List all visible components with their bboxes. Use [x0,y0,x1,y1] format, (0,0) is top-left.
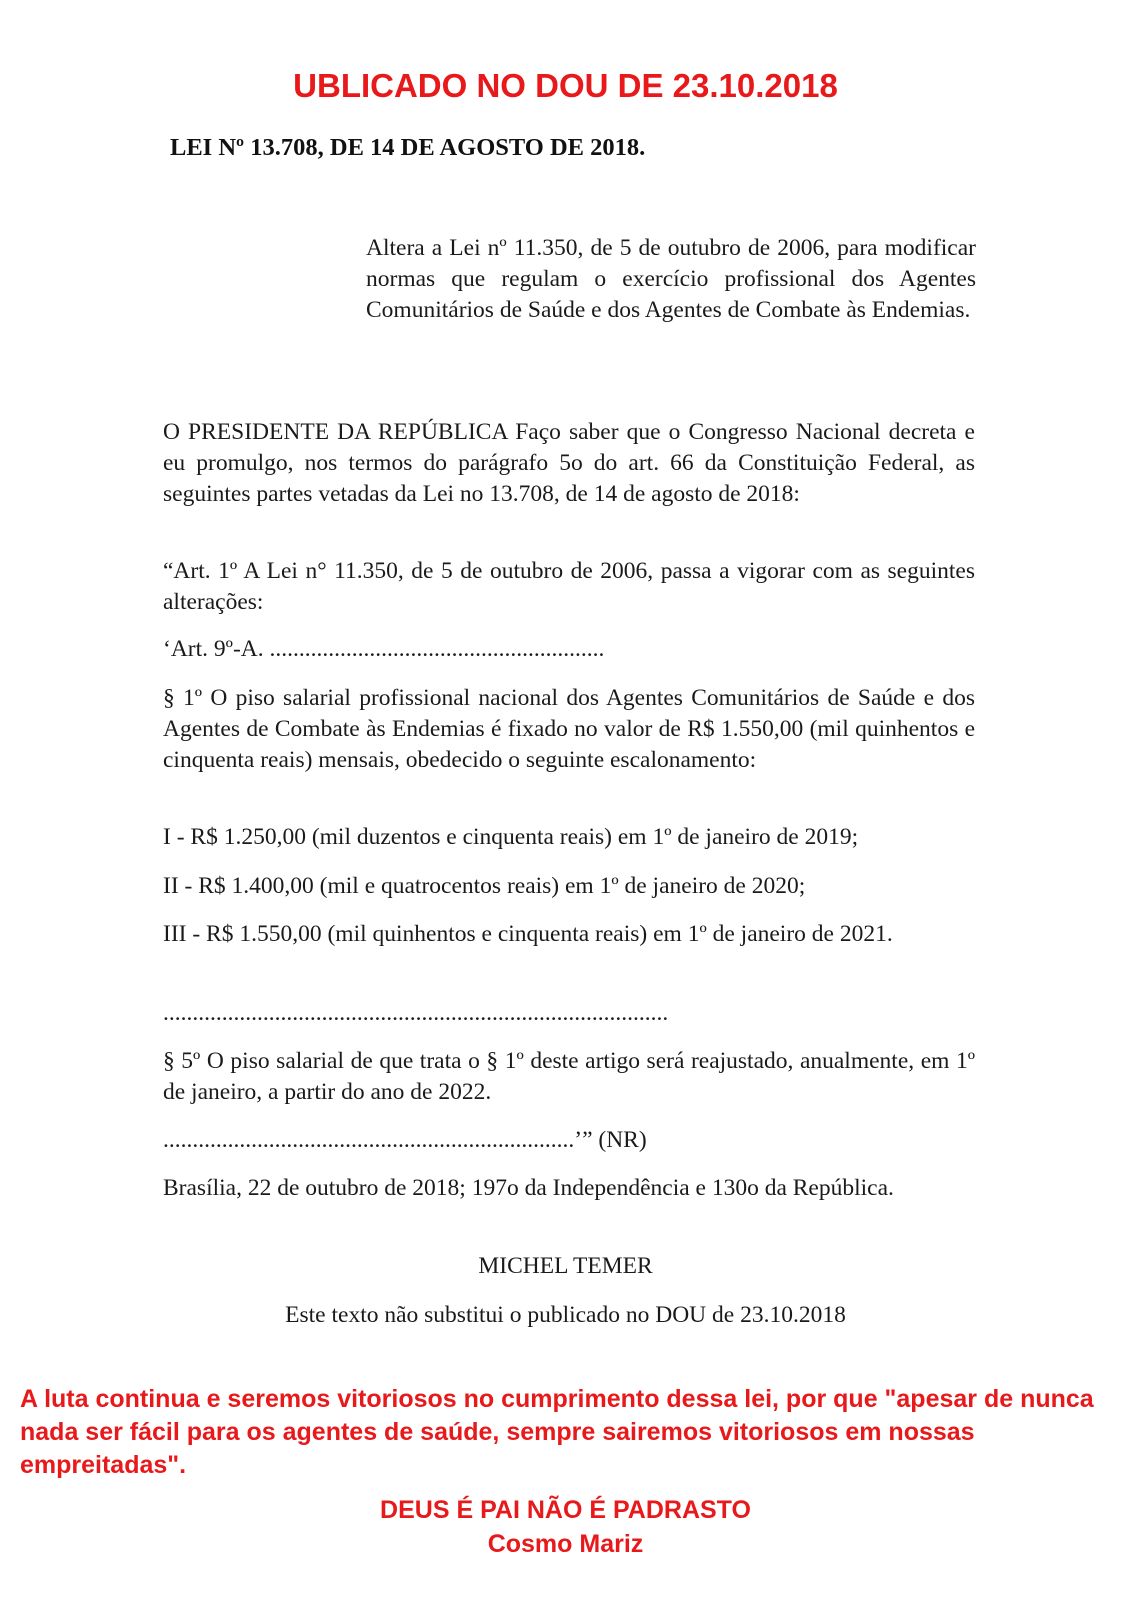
article-1: “Art. 1º A Lei n° 11.350, de 5 de outubro de 2006, passa a vigorar com as seguintes alterações: [163,558,975,615]
ellipsis-line: ...................................................................................... [163,1000,669,1026]
ellipsis-nr-line: ......................................................................’” (NR) [163,1127,647,1153]
item-ii: II - R$ 1.400,00 (mil e quatrocentos reais) em 1º de janeiro de 2020; [163,873,806,899]
item-i: I - R$ 1.250,00 (mil duzentos e cinquenta reais) em 1º de janeiro de 2019; [163,824,859,850]
disclaimer: Este texto não substitui o publicado no DOU de 23.10.2018 [285,1302,846,1328]
paragraph-1: § 1º O piso salarial profissional nacional dos Agentes Comunitários de Saúde e dos Agentes de Combate às Endemias é fixado no valor de R$ 1.550,00 (mil quinhentos e cinquenta reais) mensais, obedecido o seguinte escalonamento: [163,685,975,773]
publication-banner: UBLICADO NO DOU DE 23.10.2018 [293,67,838,104]
place-date: Brasília, 22 de outubro de 2018; 197o da Independência e 130o da República. [163,1175,894,1201]
law-summary: Altera a Lei nº 11.350, de 5 de outubro de 2006, para modificar normas que regulam o exercício profissional dos Agentes Comunitários de Saúde e dos Agentes de Combate às Endemias. [366,235,976,323]
motto: DEUS É PAI NÃO É PADRASTO [380,1496,751,1524]
article-9a: ‘Art. 9º-A. ......................................................... [163,636,605,662]
paragraph-5: § 5º O piso salarial de que trata o § 1º deste artigo será reajustado, anualmente, em 1º de janeiro, a partir do ano de 2022. [163,1048,975,1105]
signatory: MICHEL TEMER [478,1253,653,1279]
item-iii: III - R$ 1.550,00 (mil quinhentos e cinquenta reais) em 1º de janeiro de 2021. [163,921,893,947]
law-title: LEI Nº 13.708, DE 14 DE AGOSTO DE 2018. [170,134,646,161]
closing-message: A luta continua e seremos vitoriosos no cumprimento dessa lei, por que "apesar de nunca nada ser fácil para os agentes de saúde, sempre sairemos vitoriosos em nossas empreitadas". [20,1385,1094,1479]
preamble: O PRESIDENTE DA REPÚBLICA Faço saber que o Congresso Nacional decreta e eu promulgo, nos termos do parágrafo 5o do art. 66 da Constituição Federal, as seguintes partes vetadas da Lei no 13.708, de 14 de agosto de 2018: [163,419,975,507]
author-signature: Cosmo Mariz [487,1530,644,1558]
